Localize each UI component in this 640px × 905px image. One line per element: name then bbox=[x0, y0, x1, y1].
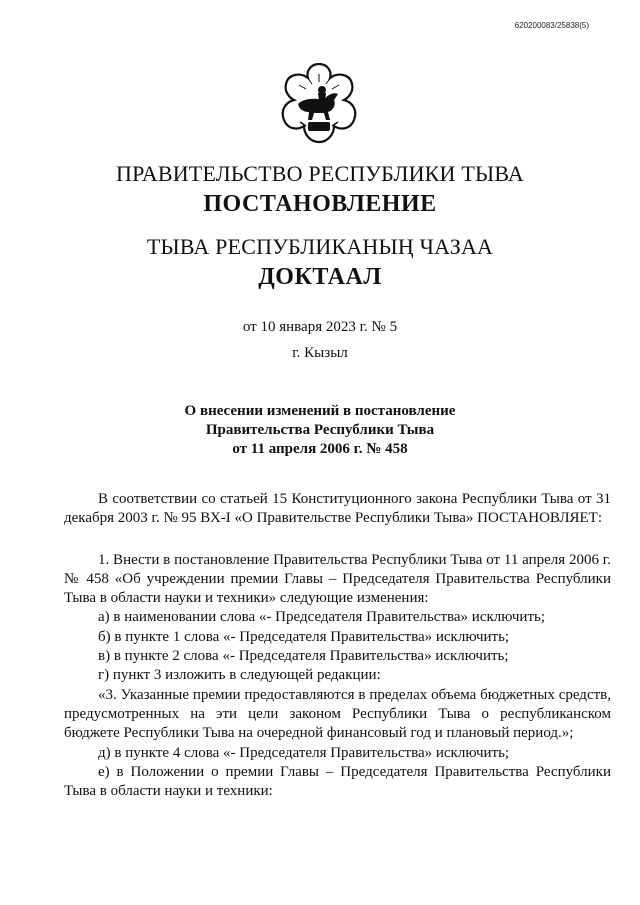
city: г. Кызыл bbox=[292, 345, 348, 361]
document-title bbox=[0, 402, 640, 459]
subpoint-g: г) пункт 3 изложить в следующей редакции: bbox=[98, 667, 381, 684]
subpoint-e: е) в Положении о премии Главы – Председателя Правительства Республики Тыва в области науки и техники: bbox=[64, 763, 611, 800]
government-heading-tyva: ТЫВА РЕСПУБЛИКАНЫҢ ЧАЗАА bbox=[146, 234, 494, 259]
resolution-heading: ПОСТАНОВЛЕНИЕ bbox=[203, 191, 437, 217]
point-1-paragraph: 1. Внести в постановление Правительства Республики Тыва от 11 апреля 2006 г. № 458 «Об учреждении премии Главы – Председателя Правительства Республики Тыва в области науки и техники» следующие изменения: bbox=[64, 551, 611, 607]
document-body bbox=[64, 490, 611, 801]
subpoint-v: в) в пункте 2 слова «- Председателя Правительства» исключить; bbox=[98, 648, 509, 665]
title-line: Правительства Республики Тыва bbox=[205, 422, 435, 438]
resolution-heading-tyva: ДОКТААЛ bbox=[258, 264, 382, 290]
government-heading: ПРАВИТЕЛЬСТВО РЕСПУБЛИКИ ТЫВА bbox=[116, 161, 524, 186]
coat-of-arms-tyva-icon bbox=[270, 60, 368, 146]
title-line: от 11 апреля 2006 г. № 458 bbox=[232, 441, 408, 457]
subpoint-d: д) в пункте 4 слова «- Председателя Правительства» исключить; bbox=[98, 744, 510, 761]
quoted-point-3: «3. Указанные премии предоставляются в пределах объема бюджетных средств, предусмотренных на эти цели законом Республики Тыва о республиканском бюджете Республики Тыва на очередной финансовый год и плановый период.»; bbox=[64, 686, 611, 742]
date-number: от 10 января 2023 г. № 5 bbox=[242, 319, 398, 335]
subpoint-a: а) в наименовании слова «- Председателя Правительства» исключить; bbox=[98, 609, 546, 626]
title-line: О внесении изменений в постановление bbox=[184, 403, 456, 419]
subpoint-b: б) в пункте 1 слова «- Председателя Правительства» исключить; bbox=[98, 628, 510, 645]
document-code: 620200083/25838(5) bbox=[514, 21, 589, 30]
preamble-paragraph: В соответствии со статьей 15 Конституционного закона Республики Тыва от 31 декабря 2003 г. № 95 ВХ-I «О Правительстве Республики Тыва» ПОСТАНОВЛЯЕТ: bbox=[64, 491, 611, 527]
